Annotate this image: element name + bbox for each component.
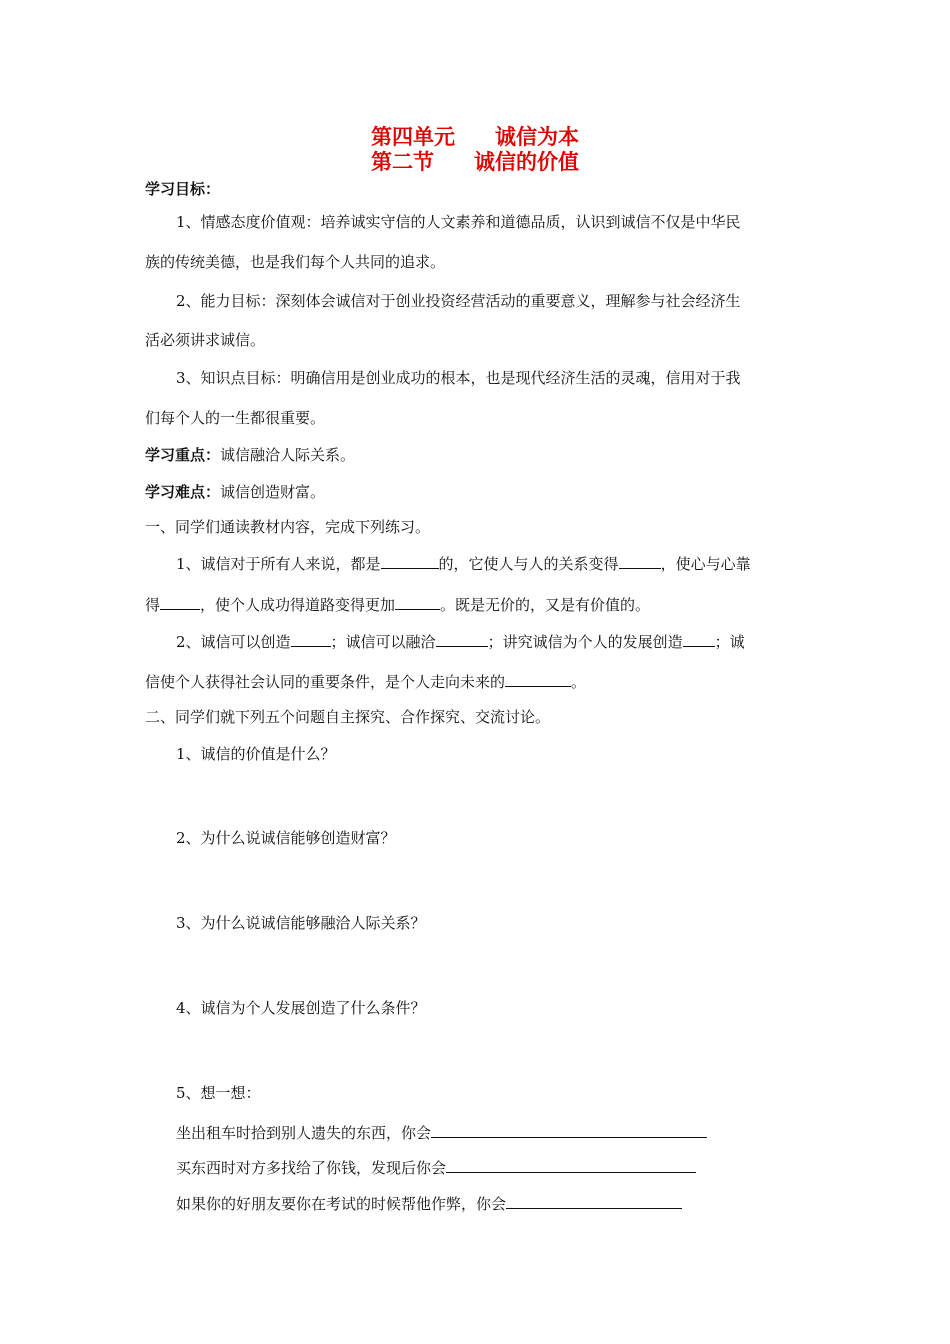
exercise-2-text-d: ；诚 [714, 633, 745, 651]
blank-3[interactable] [160, 594, 200, 610]
blank-1[interactable] [381, 553, 439, 569]
scenario-1-blank[interactable] [431, 1122, 707, 1138]
objective-1-line-2: 族的传统美德，也是我们每个人共同的追求。 [145, 253, 446, 271]
question-5: 5、想一想： [176, 1084, 261, 1102]
question-1: 1、诚信的价值是什么？ [176, 745, 336, 763]
part-2-heading: 二、同学们就下列五个问题自主探究、合作探究、交流讨论。 [145, 708, 551, 726]
exercise-1-line-2 [145, 594, 810, 615]
blank-7[interactable] [683, 631, 715, 647]
exercise-1-text-a: 1、诚信对于所有人来说，都是 [176, 555, 381, 573]
difficulty-text: 诚信创造财富。 [220, 483, 326, 501]
objective-2-line-2: 活必须讲求诚信。 [145, 331, 266, 349]
exercise-2-text-a: 2、诚信可以创造 [176, 633, 291, 651]
key-point-text: 诚信融洽人际关系。 [220, 446, 356, 464]
section-title [0, 150, 950, 174]
scenario-2-text: 买东西时对方多找给了你钱，发现后你会 [176, 1159, 447, 1177]
objective-2-line-1: 2、能力目标：深刻体会诚信对于创业投资经营活动的重要意义，理解参与社会经济生 [176, 292, 741, 310]
section-name: 诚信的价值 [474, 150, 579, 174]
objective-3-line-2: 们每个人的一生都很重要。 [145, 409, 326, 427]
scenario-1 [176, 1122, 841, 1143]
exercise-2-line-1 [176, 631, 841, 652]
unit-title [0, 125, 950, 149]
exercise-1-text-f: 。既是无价的，又是有价值的。 [440, 596, 651, 614]
exercise-1-text-e: ，使个人成功得道路变得更加 [200, 596, 396, 614]
blank-8[interactable] [505, 671, 571, 687]
blank-6[interactable] [436, 631, 488, 647]
exercise-2-line-2 [145, 671, 810, 692]
unit-number: 第四单元 [371, 125, 455, 149]
blank-2[interactable] [619, 553, 661, 569]
question-4: 4、诚信为个人发展创造了什么条件？ [176, 999, 426, 1017]
exercise-2-text-e: 信使个人获得社会认同的重要条件，是个人走向未来的 [145, 673, 506, 691]
scenario-2 [176, 1157, 841, 1178]
blank-4[interactable] [395, 594, 440, 610]
exercise-2-text-f: 。 [571, 673, 587, 691]
exercise-2-text-c: ；讲究诚信为个人的发展创造 [487, 633, 683, 651]
exercise-1-text-b: 的，它使人与人的关系变得 [438, 555, 619, 573]
objective-3-line-1: 3、知识点目标：明确信用是创业成功的根本，也是现代经济生活的灵魂，信用对于我 [176, 369, 741, 387]
scenario-3-blank[interactable] [506, 1193, 682, 1209]
exercise-2-text-b: ；诚信可以融洽 [330, 633, 436, 651]
exercise-1-text-d: 得 [145, 596, 161, 614]
unit-name: 诚信为本 [495, 125, 579, 149]
scenario-3 [176, 1193, 841, 1214]
key-point-label: 学习重点： [145, 446, 221, 464]
question-3: 3、为什么说诚信能够融洽人际关系？ [176, 914, 426, 932]
question-2: 2、为什么说诚信能够创造财富？ [176, 829, 396, 847]
scenario-3-text: 如果你的好朋友要你在考试的时候帮他作弊，你会 [176, 1195, 507, 1213]
exercise-1-text-c: ，使心与心靠 [660, 555, 751, 573]
key-point [145, 445, 810, 465]
section-number: 第二节 [371, 150, 434, 174]
scenario-1-text: 坐出租车时拾到别人遗失的东西，你会 [176, 1124, 432, 1142]
exercise-1-line-1 [176, 553, 841, 574]
scenario-2-blank[interactable] [446, 1157, 696, 1173]
difficulty-label: 学习难点： [145, 483, 221, 501]
difficulty [145, 482, 810, 502]
blank-5[interactable] [291, 631, 331, 647]
part-1-heading: 一、同学们通读教材内容，完成下列练习。 [145, 518, 431, 536]
objectives-label: 学习目标： [145, 180, 221, 198]
objective-1-line-1: 1、情感态度价值观：培养诚实守信的人文素养和道德品质，认识到诚信不仅是中华民 [176, 213, 741, 231]
